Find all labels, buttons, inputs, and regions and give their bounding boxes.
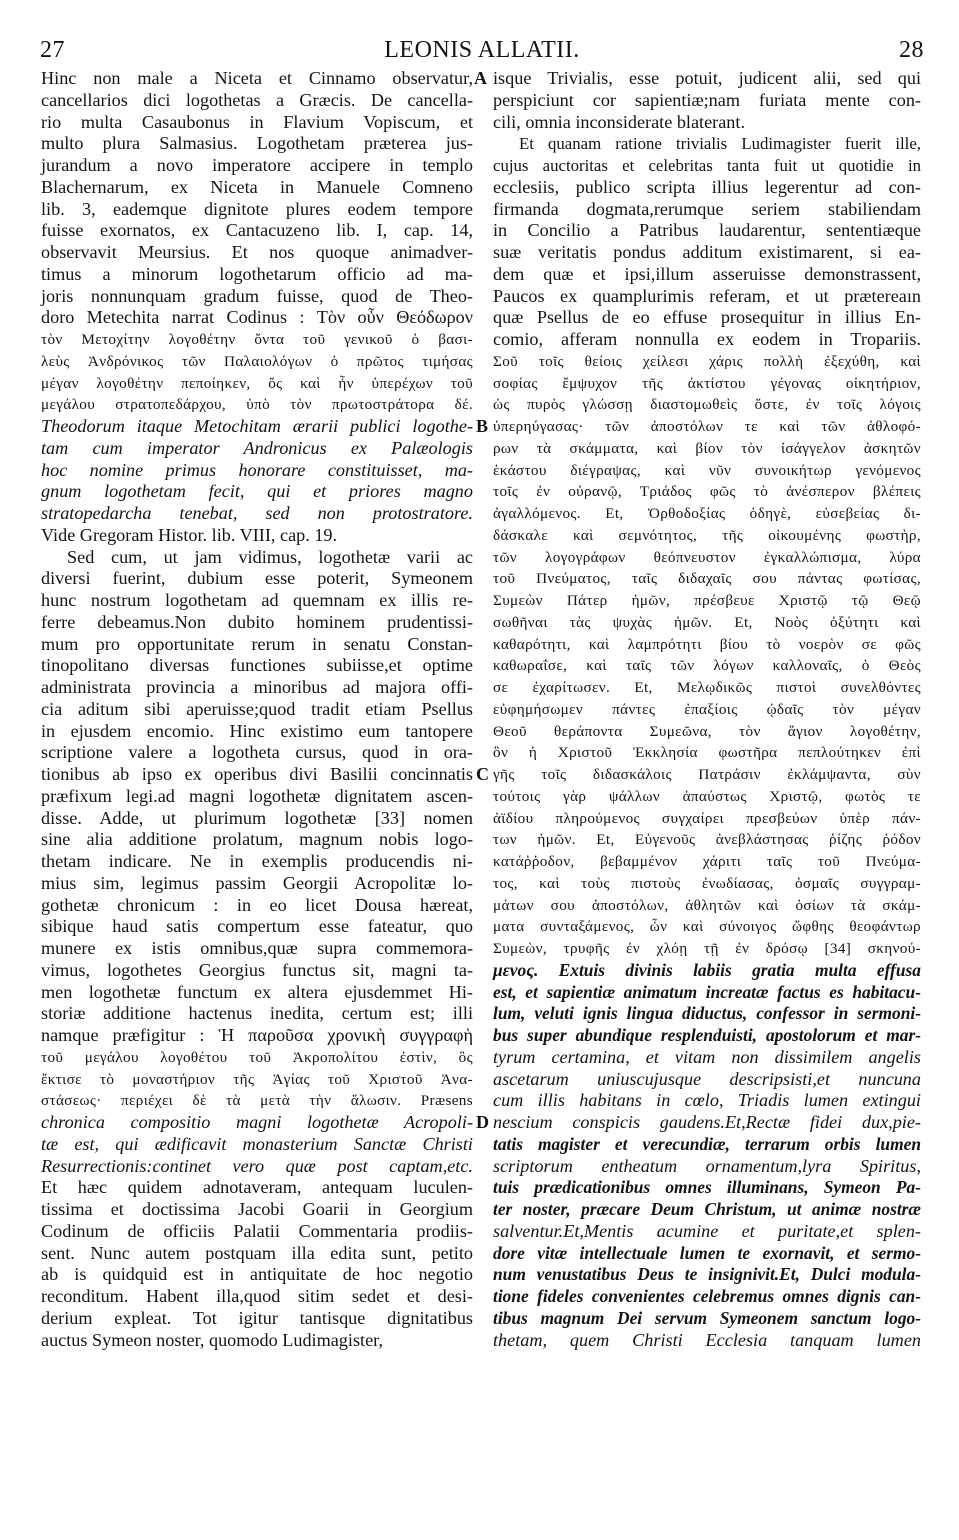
text-line: lib. 3, eademque dignitote plures eodem tempore [41,198,473,219]
text-line: Codinum de officiis Palatii Commentaria prodiis- [41,1220,473,1241]
text-line: perspiciunt cor sapientiæ;nam furiata mente con- [493,89,921,110]
running-header [40,36,924,64]
text-line: quæ Psellus de eo effuse prosequitur in illius En- [493,307,921,328]
greek-text-line: ὡς πυρὸς γλώσσῃ διαστομωθεὶς ὅστε, ἐν τοῖς λόγοις [493,396,921,414]
right-page-number: 28 [899,37,924,63]
italic-text-line: Resurrectionis:continet vero quæ post captam,etc. [41,1155,473,1176]
text-line: fuisse exornatos, ex Cantacuzeno lib. I, cap. 14, [41,220,473,241]
text-line: tinopolitano diversas functiones subiisse,et optime [41,655,473,676]
greek-text-line: κατάῤῥοδον, βεβαμμένον χάριτι ταῖς τοῦ Πνεύμα- [493,853,921,870]
greek-text-line: Σοῦ τοῖς θείοις χείλεσι χάρις πολλὴ ἐξεχύθη, καὶ [493,352,921,370]
text-line: Hinc non male a Niceta et Cinnamo observatur, [41,68,473,88]
text-line: namque præfigitur : Ἡ παροῦσα χρονικὴ συγγραφὴ [41,1025,473,1045]
text-line: cujus auctoritas et celebritas tanta fuit ut quotidie in [493,156,921,175]
greek-text-line: καθωραΐσε, καὶ ταῖς τῶν λόγων καλλοναῖς, ὁ Θεὸς [493,657,921,675]
text-line: in Concilio a Patribus laudarentur, sententiæque [493,220,921,241]
text-line: Vide Gregoram Histor. lib. VIII, cap. 19. [41,524,338,545]
text-line: comio, afferam nonnulla ex eodem in Tropariis. [493,329,921,349]
italic-text-line: tione fideles convenientes celebremus omnes dignis can- [493,1286,921,1306]
text-line: rio multa Casaubonus in Flavium Vopiscum, et [41,111,473,132]
greek-text-line: Θεοῦ θεράποντα Συμεῶνα, τὸν ἅγιον λογοθέτην, [493,722,921,740]
text-line: ab is quidquid est in antiquitate de hoc negotio [41,1264,473,1285]
text-line: mius sim, legimus passim Georgii Acropolitæ lo- [41,872,473,893]
text-line: gothetæ chronicum : in eo licet Dousa hæreat, [41,894,473,915]
greek-text-line: ἀϊδίου πληρούμενος συγχαίρει πρεσβεύων ὑπὲρ πάν- [493,809,921,827]
text-line: sine alia additione prolatum, magnum nobis logo- [41,829,473,850]
text-line: mum pro opportunitate rerum in senatu Constan- [41,633,473,654]
text-line: sibique haud satis compertum esse fateatur, quo [41,916,473,937]
left-text-column [41,68,473,1351]
margin-letter-d: D [476,1112,489,1132]
italic-text-line: num venustatibus Deus te insignivit.Et, Dulci modula- [493,1264,921,1285]
text-line: cia aditum sibi aperuisse;quod tradit etiam Psellus [41,698,473,719]
text-line: tissima et doctissima Jacobi Goarii in Georgium [41,1199,473,1219]
greek-text-line: εὐφημήσωμεν πάντες ἐπαξίοις ᾠδαῖς τὸν μέγαν [493,700,921,718]
italic-text-line: nescium conspicis gaudens.Et,Rectæ fidei dux,pie- [493,1112,921,1132]
text-line: derium expleat. Tot igitur tantisque dignitatibus [41,1307,473,1328]
greek-text-line: ἔκτισε τὸ μοναστήριον τῆς Ἁγίας τοῦ Χριστοῦ Ἀνα- [41,1070,473,1088]
italic-text-line: tatis magister et verecundiæ, terrarum orbis lumen [493,1133,921,1154]
text-line: cancellarios dici logothetas a Græcis. De cancella- [41,89,473,110]
text-line: ecclesiis, publico scripta illius legerentur ad con- [493,176,921,197]
greek-text-line: γῆς τοῖς διδασκάλοις Πατράσιν ἐκλάμψαντα, σὺν [493,766,921,783]
greek-text-line: τοῖς ἐν οὐρανῷ, Τριάδος φῶς τὸ ἀνέσπερον βλέπεις [493,483,921,501]
text-line: Blachernarum, ex Niceta in Manuele Comneno [41,176,473,197]
text-line: scriptione valere a logotheta cursus, quod in ora- [41,742,473,763]
greek-text-line: τοῦ Πνεύματος, ταῖς διδαχαῖς σου πάντας φωτίσας, [493,570,921,588]
margin-letter-a: A [474,68,487,88]
text-line: isque Trivialis, esse potuit, judicent alii, sed qui [493,68,921,88]
running-title: LEONIS ALLATII. [384,37,580,63]
text-line: joris nonnunquam gradum fuisse, quod de Theo- [41,285,473,306]
margin-letter-b: B [476,416,489,436]
text-line: doro Metechita narrat Codinus : Τὸν οὖν Θεόδωρον [41,307,473,328]
text-line: vimus, logothetes Georgius functus sit, magni ta- [41,959,473,980]
text-line: munere ex istis omnibus,quæ supra commemora- [41,938,473,958]
italic-text-line: dore vitæ intellectuale lumen te exornavit, et sermo- [493,1242,921,1263]
text-line: administrata provincia a minoribus ad majora offi- [41,677,473,697]
left-page-number: 27 [40,37,65,63]
text-line: reconditum. Habent illa,quod sitim sedet et desi- [41,1286,473,1306]
text-line: disse. Adde, ut plurimum logothetæ [33] nomen [41,807,473,828]
italic-text-line: salventur.Et,Mentis acumine et puritate,et splen- [493,1220,921,1241]
greek-text-line: ἑκάστου διέγραψας, καὶ νῦν συνοικήτωρ γενόμενος [493,461,921,479]
italic-text-line: lum, veluti ignis lingua diductus, confessor in sermoni- [493,1003,921,1024]
italic-text-line: Theodorum itaque Metochitam ærarii publici logothe- [41,416,473,436]
italic-text-line: thetam, quem Christi Ecclesia tanquam lumen [493,1329,921,1350]
italic-text-line: hoc nomine primus honorare constituisset, ma- [41,459,473,480]
italic-text-line: bus super abundique resplenduisti, apostolorum et mar- [493,1025,921,1045]
text-line: hunc nostrum logothetam ad quemnam ex illis re- [41,590,473,610]
italic-text-line: ascetarum uniuscujusque descripsisti,et nuncuna [493,1068,921,1089]
greek-text-line: σωθῆναι τὰς ψυχὰς ἡμῶν. Et, Νοὸς ὀξύτητι καὶ [493,613,921,631]
text-line: præfixum legi.ad magni logothetæ dignitatem ascen- [41,785,473,806]
text-line: cili, omnia inconsiderate blaterant. [493,111,746,132]
paragraph-start-line: Sed cum, ut jam vidimus, logothetæ varii ac [67,546,473,567]
italic-text-line: stratopedarcha tenebat, sed non protostratore. [41,503,473,523]
greek-text-line: μάτων σου ἀποστόλων, ἀθλητῶν καὶ ὁσίων τὰ σκάμ- [493,896,921,914]
text-line: timus a minorum logothetarum officio ad ma- [41,263,473,284]
text-line: in ejusdem encomio. Hinc existimo eum tantopere [41,720,473,741]
margin-letter-c: C [476,764,489,784]
paragraph-start-line: Et quanam ratione trivialis Ludimagister fuerit ille, [519,134,921,154]
greek-text-line: ἀγαλλόμενος. Et, Ὀρθοδοξίας ὁδηγὲ, εὐσεβείας δι- [493,505,921,522]
text-line: suæ veritatis pondus additum existimarent, si ea- [493,242,921,262]
italic-text-line: scriptorum entheatum ornamentum,lyra Spiritus, [493,1155,921,1176]
italic-text-line: tyrum certamina, et vitam non dissimilem angelis [493,1046,921,1067]
text-line: dem quæ et ipsi,illum asseruisse demonstrassent, [493,263,921,284]
text-line: Et hæc quidem adnotaveram, antequam luculen- [41,1177,473,1198]
text-line: ferre debeamus.Non dubito hominem prudentissi- [41,611,473,632]
greek-text-line: τῶν λογογράφων θεόπνευστον ἐγκαλλώπισμα, λύρα [493,548,921,566]
greek-text-line: τοῦ μεγάλου λογοθέτου τοῦ Ἀκροπολίτου ἐστὶν, ὃς [41,1048,473,1066]
greek-text-line: μέγαν λογοθέτην πεποίηκεν, ὅς καὶ ἦν ὑπερέχων τοῦ [41,374,473,392]
text-line: men logothetæ functum ex altera ejusdemmet Hi- [41,981,473,1002]
text-line: firmanda dogmata,rerumque seriem stabiliendam [493,198,921,219]
right-text-column [493,68,921,1351]
italic-text-line: tibus magnum Dei servum Symeonem sanctum logo- [493,1307,921,1328]
italic-text-line: chronica compositio magni logothetæ Acropoli- [41,1112,473,1132]
greek-text-line: ὑπερηύγασας· τῶν ἀποστόλων τε καὶ τῶν ἀθλοφό- [493,418,921,435]
greek-text-line: ὃν ἡ Χριστοῦ Ἐκκλησία φωστῆρα πεπλούτηκεν ἐπὶ [493,744,921,762]
greek-text-line: στάσεως· περιέχει δὲ τὰ μετὰ τὴν ἅλωσιν. Præsens [41,1092,473,1110]
greek-text-line: καθαρότητι, καὶ λαμπρότητι βίου τὸ νοερὸν σε φῶς [493,635,921,653]
italic-text-line: tam cum imperator Andronicus ex Palæologis [41,437,473,458]
italic-text-line: gnum logothetam fecit, qui et priores magno [41,481,473,502]
text-line: storiæ additione hactenus inedita, certum est; illi [41,1003,473,1024]
text-line: Paucos ex quamplurimis referam, et ut prætereaın [493,285,921,306]
text-line: observavit Meursius. Et nos quoque animadver- [41,242,473,262]
greek-text-line: τὸν Μετοχίτην λογοθέτην ὄντα τοῦ γενικοῦ ὁ βασι- [41,331,473,348]
greek-text-line: Συμεὼν, τρυφῆς ἐν χλόῃ τῇ ἐν δρόσῳ [34] σκηνού- [493,940,921,957]
italic-text-line: tæ est, qui ædificavit monasterium Sanctæ Christi [41,1133,473,1154]
italic-text-line: cum illis habitans in cœlo, Triadis lumen extingui [493,1090,921,1111]
text-line: multo plura Salmasius. Logothetam præterea jus- [41,133,473,154]
italic-text-line: μενος. Extuis divinis labiis gratia multa effusa [493,959,921,980]
greek-text-line: λεὺς Ἀνδρόνικος τῶν Παλαιολόγων ὁ πρῶτος τιμήσας [41,352,473,370]
greek-text-line: τούτοις γὰρ ψάλλων ἀπαύστως Χριστῷ, φωτὸς τε [493,787,921,805]
text-line: thetam indicare. Ne in exemplis producendis ni- [41,851,473,871]
greek-text-line: σοφίας ἔμψυχον τῆς ἀκτίστου γέγονας οἰκητήριον, [493,374,921,392]
greek-text-line: των ἡμῶν. Et, Εὐγενοῦς ἀνεβλάστησας ῥίζης ῥόδον [493,831,921,849]
greek-text-line: Συμεὼν Πάτερ ἡμῶν, πρέσβευε Χριστῷ τῷ Θεῷ [493,592,921,609]
greek-text-line: δάσκαλε καὶ σεμνότητος, τῆς οἰκουμένης φωστὴρ, [493,526,921,544]
greek-text-line: ρων τὰ σκάμματα, καὶ βίον τὸν ἰσάγγελον ἀσκητῶν [493,439,921,457]
text-line: tionibus ab ipso ex operibus divi Basilii concinnatis [41,764,473,784]
text-line: jurandum a novo imperatore accipere in templo [41,155,473,175]
text-line: diversi fuerint, dubium esse poterit, Symeonem [41,568,473,589]
italic-text-line: tuis prædicationibus omnes illuminans, Symeon Pa- [493,1177,921,1198]
text-line: auctus Symeon noster, quomodo Ludimagister, [41,1329,384,1350]
greek-text-line: ματα συνταξάμενος, ὧν καὶ σύνοιγος ὤφθης θεοφάντωρ [493,918,921,936]
greek-text-line: μεγάλου στρατοπεδάρχου, ὑπὸ τὸν πρωτοστράτορα δέ. [41,396,473,414]
italic-text-line: ter noster, præcare Deum Christum, ut animæ nostræ [493,1199,921,1219]
text-line: sent. Nunc autem postquam illa edita sunt, petito [41,1242,473,1263]
greek-text-line: τος, καὶ τοὺς πιστοὺς ἐνωδίασας, ὀσμαῖς συγγραμ- [493,874,921,892]
greek-text-line: σε ἐχαρίτωσεν. Et, Μελῳδικῶς πιστοὶ συνελθόντες [493,679,921,696]
italic-text-line: est, et sapientiæ animatum increatæ factus es habitacu- [493,981,921,1002]
